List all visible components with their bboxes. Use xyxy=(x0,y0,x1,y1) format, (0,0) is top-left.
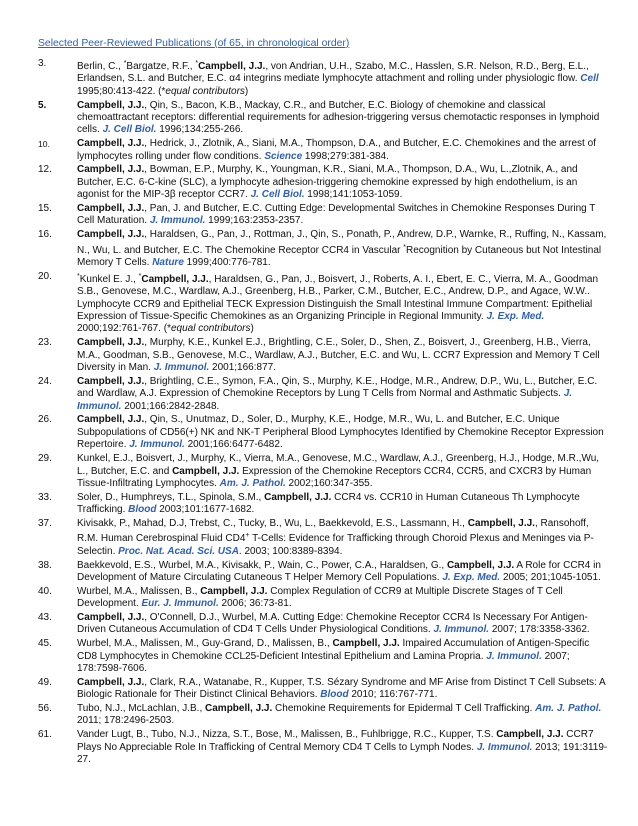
publication-entry xyxy=(38,138,608,163)
publication-number: 26. xyxy=(38,414,52,426)
citation-text: 1999;163:2353-2357. xyxy=(205,215,304,227)
publication-citation xyxy=(77,203,608,228)
publication-citation xyxy=(77,492,608,517)
publication-entry xyxy=(38,376,608,413)
citation-text: , von Andrian, U.H., Szabo, M.C., Hasslen, S.R. Nelson, R.D., Berg, E.L., Erlandsen, S.L. and Butcher, E.C. α4 integrins mediate lymphocyte attachment and rolling under physiologic flow. xyxy=(77,61,589,85)
journal-name: Am. J. Pathol. xyxy=(219,477,286,489)
citation-text: 2007; 178:7598-7606. xyxy=(77,650,570,674)
citation-text: , Hedrick, J., Zlotnik, A., Siani, M.A., Thompson, D.A., and Butcher, E.C. Chemokines and the arrest of lymphocytes rolling under flow conditions. xyxy=(77,138,596,162)
citation-text: Soler, D., Humphreys, T.L., Spinola, S.M., xyxy=(77,491,265,503)
citation-text: 2001;166:6477-6482. xyxy=(184,439,283,451)
citation-text: , O'Connell, D.J., Wurbel, M.A. Cutting Edge: Chemokine Receptor CCR4 Is Necessary For Antigen-Driven Cutaneous Accumulation of CD4 T Cells Under Physiological Conditions. xyxy=(77,611,588,636)
journal-name: J. Immunol. xyxy=(149,215,206,227)
publication-entry xyxy=(38,58,608,98)
superscript-mark: * xyxy=(138,272,142,280)
author-highlight: Campbell, J.J. xyxy=(172,465,240,477)
journal-name: Blood xyxy=(128,504,157,516)
citation-text: 2010; 116:767-771. xyxy=(348,689,438,701)
publication-number: 29. xyxy=(38,453,52,465)
journal-name: Proc. Nat. Acad. Sci. USA xyxy=(118,545,239,557)
publication-citation xyxy=(77,337,608,374)
journal-name: Am. J. Pathol. xyxy=(535,702,602,714)
citation-text: 2001;166:2842-2848. xyxy=(121,400,220,412)
publication-number: 3. xyxy=(38,58,47,69)
journal-name: J. Cell Biol. xyxy=(250,189,305,201)
author-highlight: Campbell, J.J. xyxy=(77,99,145,111)
citation-text: , Brightling, C.E., Symon, F.A., Qin, S., Murphy, K.E., Hodge, M.R., Andrew, D.P., Wu, L., Butcher, E.C. and Wardlaw, A.J. Expression of Chemokine Receptors by Lung T Cells from Normal and Asthmatic Subjects. xyxy=(77,375,598,400)
citation-text: Recognition by Cutaneous but Not Intestinal Memory T Cells. xyxy=(77,244,602,269)
publication-number: 56. xyxy=(38,702,52,714)
citation-text: Impaired Accumulation of Antigen-Specific CD8 Lymphocytes in Chemokine CCL25-Deficient Intestinal Epithelium and Lamina Propria. xyxy=(77,638,590,662)
citation-text: 2013; 191:3119-27. xyxy=(77,741,608,765)
citation-text: , Pan, J. and Butcher, E.C. Cutting Edge: Developmental Switches in Chemokine Responses During T Cell Maturation. xyxy=(77,203,596,227)
citation-text: , Qin, S., Unutmaz, D., Soler, D., Murphy, K.E., Hodge, M.R., Wu, L. and Butcher, E.C. Unique Subpopulations of CD56(+) NK and NK-T Peripheral Blood Lymphocytes Identified by Chemokine Receptor Expression Repertoire. xyxy=(77,414,604,451)
citation-text: ) xyxy=(244,85,249,97)
publication-entry xyxy=(38,703,608,728)
publication-number: 45. xyxy=(38,638,52,650)
citation-text: 2003;101:1677-1682. xyxy=(156,504,255,516)
publication-number: 37. xyxy=(38,517,52,529)
publication-citation xyxy=(77,560,608,585)
publication-entry xyxy=(38,638,608,675)
publication-number: 20. xyxy=(38,270,52,282)
publication-citation xyxy=(77,638,608,675)
journal-name: Blood xyxy=(320,689,349,701)
citation-text: 2011; 178:2496-2503. xyxy=(77,715,175,727)
citation-text: 1995;80:413-422. (* xyxy=(77,85,166,97)
author-highlight: Campbell, J.J. xyxy=(77,375,145,387)
publication-citation xyxy=(77,453,608,490)
note-text: equal contributors xyxy=(165,85,245,97)
publication-citation xyxy=(77,100,608,137)
publication-number: 23. xyxy=(38,337,52,349)
citation-text: Baekkevold, E.S., Wurbel, M.A., Kivisakk, P., Wain, C., Power, C.A., Haraldsen, G., xyxy=(77,559,447,571)
author-highlight: Campbell, J.J. xyxy=(205,702,273,714)
publication-number: 5. xyxy=(38,99,47,111)
journal-name: Eur. J. Immunol. xyxy=(141,598,219,610)
citation-text: 1998;279:381-384. xyxy=(302,150,389,162)
publication-citation xyxy=(77,229,608,269)
citation-text: , Ransohoff, R.M. Human Cerebrospinal Fluid CD4 xyxy=(77,517,589,545)
citation-text: , Murphy, K.E., Kunkel E.J., Brightling, C.E., Soler, D., Shen, Z., Boisvert, J., Greenberg, H.B., Vierra, M.A., Goodman, S.B., Genovese, M.C., Wardlaw, A.J., Butcher, E.C. and Wu, L. CCR7 Expression and Memory T Cell Diversity in Man. xyxy=(77,337,600,374)
citation-text: 1999;400:776-781. xyxy=(183,257,271,269)
publication-number: 49. xyxy=(38,676,52,688)
publication-number: 61. xyxy=(38,729,52,741)
publication-number: 15. xyxy=(38,203,52,215)
author-highlight: Campbell, J.J. xyxy=(77,337,145,349)
publication-entry xyxy=(38,453,608,490)
journal-name: J. Immunol. xyxy=(476,741,533,753)
publication-number: 33. xyxy=(38,491,52,503)
publication-entry xyxy=(38,203,608,228)
citation-text: . 2003; 100:8389-8394. xyxy=(238,545,343,557)
publication-citation xyxy=(77,586,608,611)
journal-name: J. Cell Biol. xyxy=(102,124,157,136)
note-text: equal contributors xyxy=(170,323,251,335)
author-highlight: Campbell, J.J. xyxy=(467,517,535,529)
publication-entry xyxy=(38,612,608,637)
citation-text: 1998;141:1053-1059. xyxy=(304,189,403,201)
journal-name: Science xyxy=(264,150,303,162)
author-highlight: Campbell, J.J. xyxy=(77,164,145,176)
citation-text: 2001;166:877. xyxy=(209,362,276,374)
citation-text: CCR7 Plays No Appreciable Role In Trafficking of Central Memory CD4 T Cells to Lymph Nodes. xyxy=(77,729,594,753)
author-highlight: Campbell, J.J. xyxy=(77,229,145,241)
citation-text: Kunkel E. J., xyxy=(79,273,139,285)
citation-text: Bargatze, R.F., xyxy=(126,61,196,72)
publication-citation xyxy=(77,376,608,413)
citation-text: Wurbel, M.A., Malissen, M., Guy-Grand, D., Malissen, B., xyxy=(77,638,333,650)
journal-name: J. Immunol. xyxy=(153,362,210,374)
publication-number: 24. xyxy=(38,375,52,387)
citation-text: , Haraldsen, G., Pan, J., Boisvert, J., Roberts, A. I., Ebert, E. C., Vierra, M. A., Goodman S.B., Genovese, M.C., Wardlaw, A.J., Greenberg, H.B., Parker, C.M., Butcher, E.C., Andrew, D.P., and Agace, W.W.. Lymphocyte CCR9 and Epithelial TECK Expression Distinguish the Small Intestinal Immune Compartment: Epithelial Expression of Tissue-Specific Chemokines as an Organizing Principle in Regional Immunity. xyxy=(77,273,599,323)
publication-citation xyxy=(77,518,608,558)
citation-text: , Haraldsen, G., Pan, J., Rottman, J., Qin, S., Ponath, P., Andrew, D.P., Warnke, R., Ruffing, N., Kassam, N., Wu, L. and Butcher, E.C. The Chemokine Receptor CCR4 in Vascular xyxy=(77,229,607,256)
publication-citation xyxy=(77,414,608,451)
publication-citation xyxy=(77,729,608,766)
publication-entry xyxy=(38,586,608,611)
section-heading: Selected Peer-Reviewed Publications (of 65, in chronological order) xyxy=(38,38,350,49)
publication-entry xyxy=(38,414,608,451)
publication-citation xyxy=(77,677,608,702)
citation-text: , Qin, S., Bacon, K.B., Mackay, C.R., and Butcher, E.C. Biology of chemokine and classical chemoattractant receptors: differential requirements for adhesion-triggering versus chemotactic responses in lymphoid cells. xyxy=(77,99,600,136)
author-highlight: Campbell, J.J. xyxy=(77,676,145,688)
author-highlight: Campbell, J.J. xyxy=(446,559,515,571)
publication-number: 43. xyxy=(38,611,52,623)
publication-entry xyxy=(38,518,608,558)
author-highlight: Campbell, J.J. xyxy=(496,729,564,741)
citation-text: T-Cells: Evidence for Trafficking through Choroid Plexus and Meninges via P-Selectin. xyxy=(77,533,594,557)
author-highlight: Campbell, J.J. xyxy=(77,414,145,426)
citation-text: ) xyxy=(250,323,254,335)
citation-text: Kunkel, E.J., Boisvert, J., Murphy, K., Vierra, M.A., Genovese, M.C., Wardlaw, A.J., Greenberg, H.J., Hodge, M.R.,Wu, L., Butcher, E.C. and xyxy=(77,453,600,477)
publication-entry xyxy=(38,100,608,137)
citation-text: Berlin, C., xyxy=(77,61,124,72)
citation-text: , Clark, R.A., Watanabe, R., Kupper, T.S. Sézary Syndrome and MF Arise from Distinct T Cell Subsets: A Biologic Rationale for Their Distinct Clinical Behaviors. xyxy=(77,676,606,701)
publication-entry xyxy=(38,560,608,585)
citation-text: 2006; 36:73-81. xyxy=(218,598,292,610)
publication-citation xyxy=(77,612,608,637)
citation-text: 2000;192:761-767. (* xyxy=(77,323,171,335)
journal-name: J. Immunol. xyxy=(77,388,573,412)
publication-citation xyxy=(77,58,608,98)
citation-text: Complex Regulation of CCR9 at Multiple Discrete Stages of T Cell Development. xyxy=(77,585,563,610)
citation-text: Wurbel, M.A., Malissen, B., xyxy=(77,585,201,597)
publication-entry xyxy=(38,337,608,374)
author-highlight: Campbell, J.J. xyxy=(77,611,145,623)
author-highlight: Campbell, J.J. xyxy=(198,61,266,72)
publication-number: 12. xyxy=(38,164,52,176)
superscript-mark: * xyxy=(77,272,80,280)
publication-number: 16. xyxy=(38,229,52,241)
superscript-mark: + xyxy=(245,532,250,540)
publication-list xyxy=(38,58,608,768)
publication-citation xyxy=(77,138,608,163)
author-highlight: Campbell, J.J. xyxy=(264,491,332,503)
citation-text: Expression of the Chemokine Receptors CCR4, CCR5, and CXCR3 by Human Tissue-Infiltrating Lymphocytes. xyxy=(77,465,592,489)
publication-number: 40. xyxy=(38,585,52,597)
journal-name: Nature xyxy=(152,257,184,269)
author-highlight: Campbell, J.J. xyxy=(200,585,268,597)
citation-text: Kivisakk, P., Mahad, D.J, Trebst, C., Tucky, B., Wu, L., Baekkevold, E.S., Lassmann, H., xyxy=(77,517,468,529)
citation-text: , Bowman, E.P., Murphy, K., Youngman, K.R., Siani, M.A., Thompson, D.A., Wu, L.,Zlotnik, A., and Butcher, E.C. 6-C-kine (SLC), a lymphocyte adhesion-triggering chemokine expressed by high endothelium, is an agonist for the MIP-3β receptor CCR7. xyxy=(77,164,578,201)
journal-name: J. Immunol. xyxy=(486,650,542,662)
publication-citation xyxy=(77,703,608,728)
publication-number: 10. xyxy=(38,139,50,150)
author-highlight: Campbell, J.J. xyxy=(141,273,209,285)
superscript-mark: * xyxy=(123,60,127,67)
author-highlight: Campbell, J.J. xyxy=(77,203,145,215)
superscript-mark: * xyxy=(403,243,406,251)
publication-entry xyxy=(38,677,608,702)
publication-entry xyxy=(38,729,608,766)
journal-name: Cell xyxy=(580,73,599,85)
publication-citation xyxy=(77,164,608,201)
citation-text: CCR4 vs. CCR10 in Human Cutaneous Th Lymphocyte Trafficking. xyxy=(77,491,580,516)
citation-text: 2002;160:347-355. xyxy=(285,477,373,489)
journal-name: J. Exp. Med. xyxy=(442,571,501,583)
publication-entry xyxy=(38,492,608,517)
citation-text: 2007; 178:3358-3362. xyxy=(489,624,590,636)
author-highlight: Campbell, J.J. xyxy=(332,638,400,650)
citation-text: 1996;134:255-266. xyxy=(156,124,244,136)
citation-text: Vander Lugt, B., Tubo, N.J., Nizza, S.T., Bose, M., Malissen, B., Fuhlbrigge, R.C., Kupper, T.S. xyxy=(77,729,497,741)
journal-name: J. Immunol. xyxy=(433,624,490,636)
citation-text: Chemokine Requirements for Epidermal T Cell Trafficking. xyxy=(272,702,536,714)
journal-name: J. Exp. Med. xyxy=(486,311,545,323)
journal-name: J. Immunol. xyxy=(129,439,185,451)
publication-entry xyxy=(38,271,608,336)
publication-entry xyxy=(38,164,608,201)
publication-entry xyxy=(38,229,608,269)
publication-citation xyxy=(77,271,608,336)
author-highlight: Campbell, J.J. xyxy=(77,138,145,150)
citation-text: A Role for CCR4 in Development of Mature Circulating Cutaneous T Helper Memory Cell Populations. xyxy=(77,559,601,583)
citation-text: Tubo, N.J., McLachlan, J.B., xyxy=(77,702,206,714)
publication-number: 38. xyxy=(38,559,52,571)
superscript-mark: * xyxy=(195,60,199,67)
citation-text: 2005; 201;1045-1051. xyxy=(500,571,601,583)
